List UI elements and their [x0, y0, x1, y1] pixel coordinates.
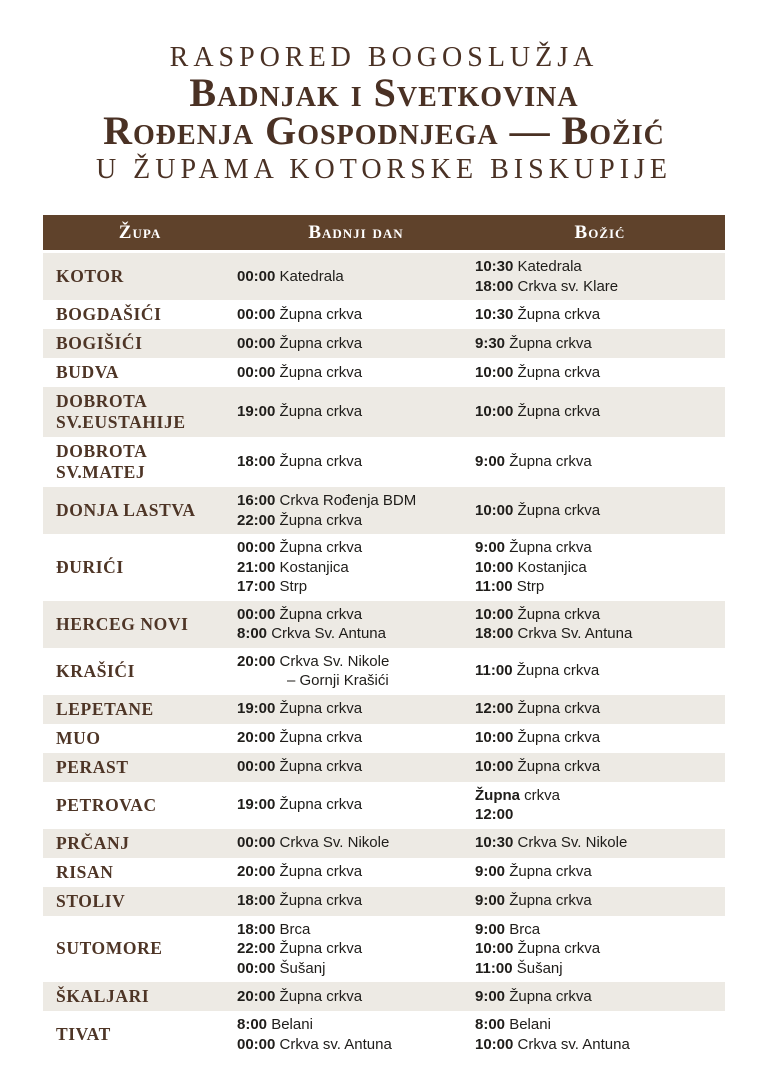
schedule-time: 8:00	[475, 1016, 506, 1033]
zupa-name	[43, 728, 237, 749]
table-row	[43, 387, 725, 437]
table-row	[43, 887, 725, 916]
schedule-line	[237, 363, 469, 383]
table-row	[43, 487, 725, 534]
schedule-time: 00:00	[237, 305, 276, 323]
schedule-place: Strp	[516, 578, 545, 595]
badnji-dan-cell	[237, 334, 475, 354]
schedule-line	[237, 920, 469, 940]
zupa-name-line: DOBROTA	[56, 391, 148, 411]
schedule-place: Župna crkva	[517, 940, 601, 957]
schedule-place: Župna crkva	[517, 363, 601, 381]
schedule-time: 18:00	[237, 453, 276, 471]
schedule-time: 18:00	[237, 920, 276, 938]
schedule-line	[237, 305, 469, 325]
zupa-name	[43, 862, 237, 883]
schedule-time: 20:00	[237, 987, 276, 1005]
schedule-line	[237, 795, 469, 815]
schedule-time: 00:00	[237, 605, 276, 623]
schedule-line	[475, 538, 719, 558]
schedule-place: Župna crkva	[517, 758, 601, 776]
bozic-cell	[475, 786, 725, 825]
zupa-name	[43, 938, 237, 959]
table-row	[43, 753, 725, 782]
schedule-time: 9:00	[475, 987, 506, 1005]
zupa-name	[43, 986, 237, 1007]
schedule-place: Župna crkva	[517, 305, 601, 323]
zupa-name-line: RISAN	[56, 861, 114, 882]
schedule-place: Župna crkva	[279, 892, 363, 910]
schedule-line	[237, 511, 469, 531]
bozic-cell	[475, 363, 725, 383]
schedule-line	[475, 699, 719, 719]
table-row	[43, 695, 725, 724]
schedule-place: Župna crkva	[517, 501, 601, 519]
schedule-place: Kostanjica	[517, 558, 587, 576]
table-row	[43, 534, 725, 601]
schedule-line	[475, 805, 719, 825]
bozic-cell	[475, 987, 725, 1007]
schedule-time: 00:00	[237, 334, 276, 352]
bozic-cell	[475, 833, 725, 853]
schedule-time: 00:00	[237, 539, 276, 556]
schedule-line	[237, 402, 469, 422]
bozic-cell	[475, 891, 725, 911]
table-row	[43, 437, 725, 487]
bozic-cell	[475, 334, 725, 354]
schedule-place: Župna crkva	[509, 453, 592, 471]
schedule-time: 10:00	[475, 605, 514, 623]
schedule-place: Župna crkva	[509, 892, 592, 910]
table-row	[43, 358, 725, 387]
bozic-cell	[475, 757, 725, 777]
schedule-time: 22:00	[237, 940, 276, 957]
schedule-line	[237, 577, 469, 597]
schedule-line	[475, 987, 719, 1007]
column-header-bozic: Božić	[574, 221, 626, 243]
schedule-line	[237, 833, 469, 853]
schedule-time: 9:00	[475, 920, 506, 938]
zupa-name-line: ĐURIĆI	[56, 556, 124, 577]
bozic-cell	[475, 920, 725, 979]
badnji-dan-cell	[237, 491, 475, 530]
schedule-place: Strp	[279, 578, 308, 595]
schedule-line	[475, 452, 719, 472]
zupa-name-line: KRAŠIĆI	[56, 660, 136, 681]
schedule-place: Katedrala	[517, 258, 582, 275]
schedule-line	[475, 402, 719, 422]
schedule-place: Župna crkva	[509, 334, 592, 352]
schedule-time: Župna	[475, 786, 520, 804]
bozic-cell	[475, 402, 725, 422]
schedule-time: 10:00	[475, 558, 514, 576]
schedule-line	[475, 1015, 719, 1035]
zupa-name	[43, 833, 237, 854]
schedule-line	[475, 939, 719, 959]
schedule-place: crkva	[524, 786, 561, 804]
schedule-place: Župna crkva	[509, 539, 592, 556]
badnji-dan-cell	[237, 757, 475, 777]
schedule-time: 8:00	[237, 1016, 268, 1033]
schedule-place: Župna crkva	[279, 305, 363, 323]
schedule-line	[237, 558, 469, 578]
schedule-place: Šušanj	[516, 959, 563, 977]
schedule-line	[475, 577, 719, 597]
table-rows	[43, 253, 725, 1058]
schedule-time: 10:00	[475, 758, 514, 776]
bozic-cell	[475, 538, 725, 597]
zupa-name-line: SV.MATEJ	[56, 462, 146, 482]
badnji-dan-cell	[237, 452, 475, 472]
schedule-place: Župna crkva	[279, 758, 363, 776]
schedule-time: 18:00	[475, 625, 514, 642]
badnji-dan-cell	[237, 987, 475, 1007]
table-row	[43, 829, 725, 858]
schedule-time: 00:00	[237, 758, 276, 776]
schedule-time: 19:00	[237, 403, 276, 421]
zupa-name	[43, 304, 237, 325]
schedule-line	[237, 491, 469, 511]
schedule-place: Belani	[271, 1016, 313, 1033]
zupa-name-line: BOGIŠIĆI	[56, 333, 143, 353]
bozic-cell	[475, 305, 725, 325]
schedule-time: 21:00	[237, 558, 276, 576]
schedule-line	[475, 558, 719, 578]
schedule-place: Crkva Sv. Antuna	[271, 625, 386, 642]
badnji-dan-cell	[237, 795, 475, 815]
bozic-cell	[475, 452, 725, 472]
zupa-name-line: MUO	[56, 727, 101, 748]
schedule-place: Crkva Sv. Nikole	[517, 834, 628, 852]
schedule-time: 10:00	[475, 940, 514, 957]
schedule-time: 16:00	[237, 492, 276, 509]
schedule-time: 20:00	[237, 729, 276, 747]
schedule-place: Župna crkva	[517, 700, 601, 718]
schedule-line	[475, 334, 719, 354]
table-row	[43, 724, 725, 753]
bozic-cell	[475, 728, 725, 748]
schedule-line	[475, 1035, 719, 1055]
schedule-table	[43, 215, 725, 1058]
document-subtitle-top: RASPORED BOGOSLUŽJA	[169, 42, 599, 73]
schedule-time: 00:00	[237, 959, 276, 977]
schedule-time: 9:00	[475, 863, 506, 881]
schedule-place: Župna crkva	[279, 796, 363, 814]
table-row	[43, 648, 725, 695]
table-row	[43, 858, 725, 887]
column-header-badnji-dan: Badnji dan	[308, 221, 404, 243]
schedule-line	[237, 862, 469, 882]
zupa-name-line: TIVAT	[56, 1024, 111, 1044]
schedule-time: 19:00	[237, 796, 276, 814]
document-title-line1: Badnjak i Svetkovina	[189, 70, 579, 115]
schedule-line	[237, 987, 469, 1007]
schedule-place: Župna crkva	[279, 940, 363, 957]
schedule-place: Katedrala	[279, 267, 344, 285]
zupa-name	[43, 557, 237, 578]
zupa-name	[43, 500, 237, 521]
schedule-line	[237, 1035, 469, 1055]
schedule-time: 10:00	[475, 403, 514, 421]
document-header	[0, 0, 768, 187]
badnji-dan-cell	[237, 652, 475, 691]
schedule-line	[237, 605, 469, 625]
zupa-name-line: SUTOMORE	[56, 938, 163, 959]
schedule-time: 9:00	[475, 453, 506, 471]
bozic-cell	[475, 699, 725, 719]
table-row	[43, 601, 725, 648]
zupa-name	[43, 757, 237, 778]
bozic-cell	[475, 1015, 725, 1054]
schedule-place: Župna crkva	[279, 403, 363, 421]
zupa-name	[43, 441, 237, 483]
schedule-line	[237, 959, 469, 979]
document-subtitle-bottom: U ŽUPAMA KOTORSKE BISKUPIJE	[95, 154, 673, 185]
table-row	[43, 982, 725, 1011]
schedule-place: Župna crkva	[279, 700, 363, 718]
zupa-name-line: DOBROTA	[56, 441, 148, 461]
schedule-line	[475, 257, 719, 277]
badnji-dan-cell	[237, 538, 475, 597]
schedule-time: 20:00	[237, 863, 276, 881]
badnji-dan-cell	[237, 305, 475, 325]
document-title-line2: Rođenja Gospodnjega — Božić	[103, 108, 665, 153]
schedule-place: – Gornji Krašići	[287, 672, 389, 689]
schedule-place: Župna crkva	[509, 863, 592, 881]
badnji-dan-cell	[237, 699, 475, 719]
schedule-line	[475, 624, 719, 644]
badnji-dan-cell	[237, 920, 475, 979]
schedule-line	[237, 624, 469, 644]
schedule-time: 11:00	[475, 578, 513, 595]
zupa-name	[43, 614, 237, 635]
schedule-place: Brca	[279, 920, 311, 938]
badnji-dan-cell	[237, 891, 475, 911]
schedule-time: 00:00	[237, 363, 276, 381]
badnji-dan-cell	[237, 402, 475, 422]
schedule-place: Župna crkva	[517, 403, 601, 421]
schedule-line	[475, 786, 719, 806]
schedule-place: Župna crkva	[279, 453, 363, 471]
schedule-time: 12:00	[475, 806, 514, 823]
schedule-time: 10:00	[475, 363, 514, 381]
schedule-time: 9:00	[475, 539, 506, 556]
schedule-time: 19:00	[237, 700, 276, 718]
schedule-place: Crkva sv. Antuna	[517, 1035, 630, 1053]
zupa-name	[43, 362, 237, 383]
zupa-name	[43, 795, 237, 816]
schedule-line	[475, 277, 719, 297]
zupa-name-line: PRČANJ	[56, 832, 130, 853]
table-row	[43, 916, 725, 983]
badnji-dan-cell	[237, 605, 475, 644]
schedule-line	[475, 501, 719, 521]
schedule-place: Župna crkva	[509, 987, 592, 1005]
badnji-dan-cell	[237, 833, 475, 853]
schedule-time: 22:00	[237, 511, 276, 529]
schedule-line	[237, 728, 469, 748]
schedule-time: 10:00	[475, 1035, 514, 1053]
zupa-name-line: DONJA LASTVA	[56, 500, 196, 520]
schedule-line	[475, 661, 719, 681]
zupa-name-line: SV.EUSTAHIJE	[56, 412, 186, 432]
schedule-time: 17:00	[237, 578, 276, 595]
zupa-name-line: LEPETANE	[56, 698, 154, 719]
schedule-line	[475, 305, 719, 325]
bozic-cell	[475, 605, 725, 644]
schedule-place: Crkva Sv. Nikole	[279, 652, 390, 670]
schedule-time: 10:30	[475, 258, 514, 275]
zupa-name-line: KOTOR	[56, 266, 124, 286]
table-header-row	[43, 215, 725, 250]
schedule-time: 10:00	[475, 501, 514, 519]
bozic-cell	[475, 501, 725, 521]
schedule-place: Župna crkva	[279, 987, 363, 1005]
column-header-zupa: Župa	[118, 221, 162, 243]
schedule-place: Župna crkva	[516, 662, 600, 680]
schedule-place: Župna crkva	[279, 605, 363, 623]
badnji-dan-cell	[237, 363, 475, 383]
schedule-time: 10:00	[475, 729, 514, 747]
schedule-time: 12:00	[475, 700, 514, 718]
table-row	[43, 300, 725, 329]
schedule-place: Crkva Sv. Antuna	[517, 625, 633, 642]
schedule-place: Crkva Rođenja BDM	[279, 492, 417, 509]
schedule-line	[237, 1015, 469, 1035]
table-row	[43, 782, 725, 829]
zupa-name	[43, 699, 237, 720]
schedule-line	[237, 939, 469, 959]
zupa-name	[43, 391, 237, 433]
schedule-place: Župna crkva	[279, 334, 363, 352]
schedule-line	[237, 538, 469, 558]
schedule-place: Kostanjica	[279, 558, 349, 576]
zupa-name	[43, 333, 237, 354]
schedule-place: Crkva sv. Antuna	[279, 1035, 392, 1053]
schedule-place: Župna crkva	[517, 605, 601, 623]
schedule-place: Župna crkva	[279, 863, 363, 881]
zupa-name-line: PERAST	[56, 756, 129, 777]
schedule-time: 00:00	[237, 834, 276, 852]
schedule-time: 00:00	[237, 267, 276, 285]
schedule-line	[475, 728, 719, 748]
schedule-line	[475, 891, 719, 911]
zupa-name-line: ŠKALJARI	[56, 986, 150, 1006]
zupa-name	[43, 266, 237, 287]
badnji-dan-cell	[237, 1015, 475, 1054]
schedule-time: 9:00	[475, 892, 506, 910]
schedule-line	[475, 605, 719, 625]
zupa-name-line: PETROVAC	[56, 794, 157, 815]
zupa-name-line: BUDVA	[56, 362, 119, 382]
schedule-line	[237, 267, 469, 287]
schedule-time: 18:00	[237, 892, 276, 910]
schedule-time: 10:30	[475, 305, 514, 323]
schedule-time: 20:00	[237, 652, 276, 670]
schedule-place: Šušanj	[279, 959, 326, 977]
table-row	[43, 253, 725, 300]
bozic-cell	[475, 661, 725, 681]
schedule-place: Župna crkva	[279, 363, 363, 381]
schedule-line	[475, 757, 719, 777]
schedule-line	[475, 920, 719, 940]
schedule-time: 11:00	[475, 959, 513, 977]
schedule-place: Brca	[509, 920, 541, 938]
badnji-dan-cell	[237, 728, 475, 748]
schedule-line	[237, 891, 469, 911]
schedule-place: Crkva Sv. Nikole	[279, 834, 390, 852]
schedule-time: 18:00	[475, 277, 514, 295]
schedule-place: Župna crkva	[517, 729, 601, 747]
schedule-line	[237, 757, 469, 777]
badnji-dan-cell	[237, 862, 475, 882]
schedule-line	[475, 833, 719, 853]
schedule-time: 00:00	[237, 1035, 276, 1053]
schedule-place: Crkva sv. Klare	[517, 277, 619, 295]
zupa-name-line: STOLIV	[56, 890, 126, 911]
zupa-name-line: HERCEG NOVI	[56, 613, 189, 634]
schedule-line	[237, 334, 469, 354]
badnji-dan-cell	[237, 267, 475, 287]
schedule-line	[237, 699, 469, 719]
zupa-name	[43, 891, 237, 912]
schedule-line	[475, 363, 719, 383]
zupa-name-line: BOGDAŠIĆI	[56, 304, 162, 324]
table-row	[43, 329, 725, 358]
schedule-time: 11:00	[475, 662, 513, 680]
schedule-time: 9:30	[475, 334, 506, 352]
table-row	[43, 1011, 725, 1058]
schedule-line	[475, 862, 719, 882]
schedule-place: Župna crkva	[279, 729, 363, 747]
zupa-name	[43, 661, 237, 682]
bozic-cell	[475, 257, 725, 296]
schedule-line	[237, 671, 469, 691]
schedule-line	[237, 652, 469, 672]
schedule-time: 8:00	[237, 625, 268, 642]
schedule-place: Župna crkva	[279, 511, 363, 529]
schedule-place: Belani	[509, 1016, 551, 1033]
bozic-cell	[475, 862, 725, 882]
schedule-line	[237, 452, 469, 472]
schedule-line	[475, 959, 719, 979]
schedule-place: Župna crkva	[279, 539, 363, 556]
schedule-time: 10:30	[475, 834, 514, 852]
zupa-name	[43, 1024, 237, 1045]
